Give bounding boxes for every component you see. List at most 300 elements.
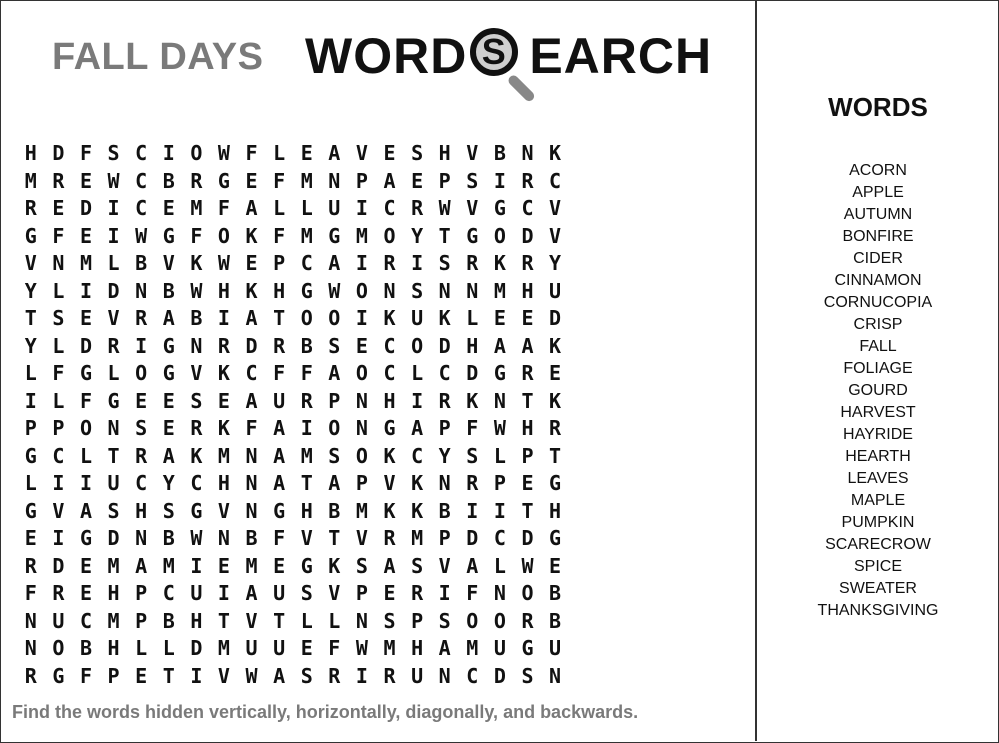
grid-cell[interactable]: D	[521, 223, 534, 248]
grid-cell[interactable]: H	[107, 581, 120, 605]
grid-cell[interactable]: R	[521, 251, 534, 275]
grid-cell[interactable]: L	[107, 361, 120, 385]
grid-cell[interactable]: E	[245, 251, 258, 275]
grid-cell[interactable]: I	[135, 333, 148, 358]
grid-cell[interactable]: U	[190, 581, 203, 605]
grid-cell[interactable]: I	[52, 471, 65, 495]
grid-cell[interactable]: L	[79, 443, 92, 468]
grid-cell[interactable]: D	[245, 333, 258, 358]
grid-cell[interactable]: N	[466, 278, 479, 303]
grid-cell[interactable]: U	[273, 388, 286, 413]
grid-cell[interactable]: H	[190, 608, 203, 633]
grid-cell[interactable]: C	[521, 196, 534, 220]
grid-cell[interactable]: A	[438, 636, 451, 660]
grid-cell[interactable]: G	[383, 416, 396, 440]
grid-cell[interactable]: R	[107, 333, 120, 358]
grid-cell[interactable]: R	[411, 196, 424, 220]
grid-cell[interactable]: L	[493, 443, 506, 468]
grid-cell[interactable]: F	[273, 223, 286, 248]
grid-cell[interactable]: B	[493, 141, 506, 165]
grid-cell[interactable]: G	[521, 636, 534, 660]
grid-cell[interactable]: N	[24, 636, 37, 660]
grid-cell[interactable]: V	[300, 526, 313, 550]
grid-cell[interactable]: H	[411, 636, 424, 660]
grid-cell[interactable]: E	[24, 526, 37, 550]
grid-cell[interactable]: E	[549, 361, 562, 385]
grid-cell[interactable]: U	[328, 196, 341, 220]
grid-cell[interactable]: A	[383, 553, 396, 578]
grid-cell[interactable]: F	[190, 223, 203, 248]
grid-cell[interactable]: O	[493, 608, 506, 633]
grid-cell[interactable]: C	[411, 443, 424, 468]
grid-cell[interactable]: P	[355, 471, 368, 495]
grid-cell[interactable]: E	[493, 306, 506, 330]
grid-cell[interactable]: U	[107, 471, 120, 495]
grid-cell[interactable]: E	[300, 141, 313, 165]
grid-cell[interactable]: F	[328, 636, 341, 660]
grid-cell[interactable]: D	[52, 553, 65, 578]
grid-cell[interactable]: S	[411, 141, 424, 165]
grid-cell[interactable]: M	[383, 636, 396, 660]
grid-cell[interactable]: A	[328, 251, 341, 275]
grid-cell[interactable]: D	[79, 333, 92, 358]
grid-cell[interactable]: C	[135, 471, 148, 495]
grid-cell[interactable]: I	[355, 196, 368, 220]
grid-cell[interactable]: A	[245, 196, 258, 220]
grid-cell[interactable]: R	[135, 306, 148, 330]
grid-cell[interactable]: M	[300, 443, 313, 468]
grid-cell[interactable]: G	[24, 498, 37, 523]
grid-cell[interactable]: E	[79, 306, 92, 330]
grid-cell[interactable]: B	[162, 168, 175, 193]
grid-cell[interactable]: N	[383, 278, 396, 303]
grid-cell[interactable]: S	[107, 141, 120, 165]
grid-cell[interactable]: H	[521, 278, 534, 303]
grid-cell[interactable]: F	[273, 526, 286, 550]
grid-cell[interactable]: V	[107, 306, 120, 330]
grid-cell[interactable]: K	[383, 443, 396, 468]
grid-cell[interactable]: K	[549, 388, 562, 413]
grid-cell[interactable]: M	[217, 443, 230, 468]
grid-cell[interactable]: I	[217, 581, 230, 605]
grid-cell[interactable]: C	[135, 168, 148, 193]
grid-cell[interactable]: W	[135, 223, 148, 248]
grid-cell[interactable]: O	[355, 443, 368, 468]
grid-cell[interactable]: E	[521, 471, 534, 495]
grid-cell[interactable]: D	[521, 526, 534, 550]
grid-cell[interactable]: O	[411, 333, 424, 358]
grid-cell[interactable]: R	[383, 663, 396, 688]
grid-cell[interactable]: P	[107, 663, 120, 688]
grid-cell[interactable]: N	[217, 526, 230, 550]
grid-cell[interactable]: N	[549, 663, 562, 688]
grid-cell[interactable]: H	[217, 471, 230, 495]
grid-cell[interactable]: P	[328, 388, 341, 413]
grid-cell[interactable]: T	[300, 471, 313, 495]
grid-cell[interactable]: G	[300, 278, 313, 303]
grid-cell[interactable]: T	[217, 608, 230, 633]
grid-cell[interactable]: E	[355, 333, 368, 358]
grid-cell[interactable]: S	[438, 608, 451, 633]
grid-cell[interactable]: O	[355, 361, 368, 385]
grid-cell[interactable]: E	[79, 581, 92, 605]
grid-cell[interactable]: U	[273, 581, 286, 605]
grid-cell[interactable]: W	[245, 663, 258, 688]
grid-cell[interactable]: H	[438, 141, 451, 165]
grid-cell[interactable]: D	[466, 526, 479, 550]
grid-cell[interactable]: K	[549, 141, 562, 165]
grid-cell[interactable]: I	[438, 581, 451, 605]
grid-cell[interactable]: M	[190, 196, 203, 220]
grid-cell[interactable]: O	[521, 581, 534, 605]
grid-cell[interactable]: I	[24, 388, 37, 413]
grid-cell[interactable]: R	[217, 333, 230, 358]
grid-cell[interactable]: P	[438, 526, 451, 550]
grid-cell[interactable]: W	[190, 278, 203, 303]
grid-cell[interactable]: M	[107, 608, 120, 633]
grid-cell[interactable]: M	[493, 278, 506, 303]
grid-cell[interactable]: S	[300, 663, 313, 688]
grid-cell[interactable]: U	[549, 278, 562, 303]
grid-cell[interactable]: G	[217, 168, 230, 193]
grid-cell[interactable]: H	[466, 333, 479, 358]
grid-cell[interactable]: H	[521, 416, 534, 440]
grid-cell[interactable]: L	[300, 608, 313, 633]
grid-cell[interactable]: C	[162, 581, 175, 605]
grid-cell[interactable]: O	[328, 306, 341, 330]
grid-cell[interactable]: W	[438, 196, 451, 220]
grid-cell[interactable]: R	[466, 251, 479, 275]
grid-cell[interactable]: F	[300, 361, 313, 385]
grid-cell[interactable]: E	[217, 553, 230, 578]
grid-cell[interactable]: W	[355, 636, 368, 660]
grid-cell[interactable]: L	[52, 388, 65, 413]
grid-cell[interactable]: H	[24, 141, 37, 165]
grid-cell[interactable]: N	[328, 168, 341, 193]
grid-cell[interactable]: F	[79, 388, 92, 413]
grid-cell[interactable]: D	[107, 278, 120, 303]
grid-cell[interactable]: N	[355, 608, 368, 633]
grid-cell[interactable]: N	[438, 471, 451, 495]
grid-cell[interactable]: L	[24, 361, 37, 385]
grid-cell[interactable]: I	[107, 223, 120, 248]
grid-cell[interactable]: S	[383, 608, 396, 633]
grid-cell[interactable]: K	[383, 306, 396, 330]
grid-cell[interactable]: T	[328, 526, 341, 550]
grid-cell[interactable]: V	[355, 141, 368, 165]
grid-cell[interactable]: W	[107, 168, 120, 193]
grid-cell[interactable]: F	[245, 141, 258, 165]
grid-cell[interactable]: M	[355, 223, 368, 248]
grid-cell[interactable]: Y	[24, 278, 37, 303]
grid-cell[interactable]: P	[273, 251, 286, 275]
grid-cell[interactable]: M	[300, 168, 313, 193]
grid-cell[interactable]: U	[411, 663, 424, 688]
grid-cell[interactable]: I	[162, 141, 175, 165]
grid-cell[interactable]: P	[355, 168, 368, 193]
grid-cell[interactable]: N	[135, 526, 148, 550]
grid-cell[interactable]: E	[521, 306, 534, 330]
grid-cell[interactable]: R	[383, 251, 396, 275]
grid-cell[interactable]: A	[328, 361, 341, 385]
grid-cell[interactable]: C	[52, 443, 65, 468]
grid-cell[interactable]: V	[190, 361, 203, 385]
grid-cell[interactable]: S	[328, 443, 341, 468]
grid-cell[interactable]: D	[438, 333, 451, 358]
grid-cell[interactable]: H	[300, 498, 313, 523]
grid-cell[interactable]: K	[383, 498, 396, 523]
grid-cell[interactable]: G	[273, 498, 286, 523]
grid-cell[interactable]: E	[135, 663, 148, 688]
grid-cell[interactable]: E	[383, 581, 396, 605]
grid-cell[interactable]: S	[411, 553, 424, 578]
grid-cell[interactable]: B	[79, 636, 92, 660]
grid-cell[interactable]: B	[549, 608, 562, 633]
grid-cell[interactable]: G	[300, 553, 313, 578]
grid-cell[interactable]: I	[107, 196, 120, 220]
grid-cell[interactable]: F	[52, 361, 65, 385]
grid-cell[interactable]: E	[549, 553, 562, 578]
grid-cell[interactable]: S	[466, 443, 479, 468]
grid-cell[interactable]: R	[273, 333, 286, 358]
grid-cell[interactable]: R	[190, 416, 203, 440]
grid-cell[interactable]: I	[52, 526, 65, 550]
grid-cell[interactable]: Y	[549, 251, 562, 275]
grid-cell[interactable]: B	[162, 608, 175, 633]
grid-cell[interactable]: P	[438, 416, 451, 440]
grid-cell[interactable]: R	[466, 471, 479, 495]
grid-cell[interactable]: R	[521, 361, 534, 385]
grid-cell[interactable]: T	[521, 388, 534, 413]
grid-cell[interactable]: L	[493, 553, 506, 578]
grid-cell[interactable]: W	[217, 141, 230, 165]
grid-cell[interactable]: A	[245, 306, 258, 330]
grid-cell[interactable]: N	[135, 278, 148, 303]
grid-cell[interactable]: O	[52, 636, 65, 660]
grid-cell[interactable]: O	[190, 141, 203, 165]
grid-cell[interactable]: D	[79, 196, 92, 220]
grid-cell[interactable]: F	[273, 361, 286, 385]
grid-cell[interactable]: T	[273, 608, 286, 633]
grid-cell[interactable]: I	[79, 471, 92, 495]
grid-cell[interactable]: G	[466, 223, 479, 248]
grid-cell[interactable]: L	[328, 608, 341, 633]
grid-cell[interactable]: V	[217, 663, 230, 688]
grid-cell[interactable]: D	[52, 141, 65, 165]
grid-cell[interactable]: F	[245, 416, 258, 440]
grid-cell[interactable]: R	[190, 168, 203, 193]
grid-cell[interactable]: K	[217, 416, 230, 440]
grid-cell[interactable]: K	[190, 251, 203, 275]
grid-cell[interactable]: O	[328, 416, 341, 440]
grid-cell[interactable]: E	[245, 168, 258, 193]
grid-cell[interactable]: G	[493, 361, 506, 385]
grid-cell[interactable]: N	[24, 608, 37, 633]
grid-cell[interactable]: L	[273, 141, 286, 165]
grid-cell[interactable]: D	[190, 636, 203, 660]
grid-cell[interactable]: D	[107, 526, 120, 550]
grid-cell[interactable]: K	[217, 361, 230, 385]
grid-cell[interactable]: I	[79, 278, 92, 303]
grid-cell[interactable]: I	[190, 663, 203, 688]
grid-cell[interactable]: A	[135, 553, 148, 578]
grid-cell[interactable]: M	[300, 223, 313, 248]
grid-cell[interactable]: V	[52, 498, 65, 523]
grid-cell[interactable]: C	[438, 361, 451, 385]
grid-cell[interactable]: R	[300, 388, 313, 413]
grid-cell[interactable]: A	[521, 333, 534, 358]
grid-cell[interactable]: E	[162, 416, 175, 440]
grid-cell[interactable]: R	[52, 168, 65, 193]
grid-cell[interactable]: R	[135, 443, 148, 468]
grid-cell[interactable]: T	[273, 306, 286, 330]
grid-cell[interactable]: D	[549, 306, 562, 330]
grid-cell[interactable]: N	[355, 416, 368, 440]
grid-cell[interactable]: L	[273, 196, 286, 220]
grid-cell[interactable]: U	[411, 306, 424, 330]
grid-cell[interactable]: G	[24, 223, 37, 248]
grid-cell[interactable]: K	[190, 443, 203, 468]
grid-cell[interactable]: I	[411, 251, 424, 275]
grid-cell[interactable]: B	[162, 526, 175, 550]
grid-cell[interactable]: A	[162, 306, 175, 330]
grid-cell[interactable]: R	[438, 388, 451, 413]
grid-cell[interactable]: O	[135, 361, 148, 385]
grid-cell[interactable]: A	[273, 471, 286, 495]
grid-cell[interactable]: F	[79, 663, 92, 688]
grid-cell[interactable]: R	[411, 581, 424, 605]
grid-cell[interactable]: G	[328, 223, 341, 248]
grid-cell[interactable]: H	[107, 636, 120, 660]
grid-cell[interactable]: F	[79, 141, 92, 165]
grid-cell[interactable]: I	[355, 251, 368, 275]
grid-cell[interactable]: C	[300, 251, 313, 275]
grid-cell[interactable]: I	[466, 498, 479, 523]
grid-cell[interactable]: M	[79, 251, 92, 275]
grid-cell[interactable]: A	[328, 471, 341, 495]
grid-cell[interactable]: V	[162, 251, 175, 275]
grid-cell[interactable]: A	[383, 168, 396, 193]
grid-cell[interactable]: I	[493, 168, 506, 193]
grid-cell[interactable]: U	[549, 636, 562, 660]
grid-cell[interactable]: A	[245, 388, 258, 413]
grid-cell[interactable]: F	[217, 196, 230, 220]
grid-cell[interactable]: O	[355, 278, 368, 303]
grid-cell[interactable]: N	[493, 388, 506, 413]
grid-cell[interactable]: V	[438, 553, 451, 578]
grid-cell[interactable]: M	[162, 553, 175, 578]
grid-cell[interactable]: C	[493, 526, 506, 550]
grid-cell[interactable]: U	[273, 636, 286, 660]
grid-cell[interactable]: M	[245, 553, 258, 578]
grid-cell[interactable]: K	[411, 471, 424, 495]
grid-cell[interactable]: L	[300, 196, 313, 220]
grid-cell[interactable]: N	[107, 416, 120, 440]
grid-cell[interactable]: S	[162, 498, 175, 523]
grid-cell[interactable]: G	[79, 361, 92, 385]
grid-cell[interactable]: M	[466, 636, 479, 660]
grid-cell[interactable]: M	[107, 553, 120, 578]
grid-cell[interactable]: G	[162, 333, 175, 358]
grid-cell[interactable]: R	[383, 526, 396, 550]
grid-cell[interactable]: C	[79, 608, 92, 633]
grid-cell[interactable]: L	[52, 333, 65, 358]
grid-cell[interactable]: A	[466, 553, 479, 578]
letter-grid[interactable]	[22, 140, 574, 690]
grid-cell[interactable]: H	[217, 278, 230, 303]
grid-cell[interactable]: P	[135, 608, 148, 633]
grid-cell[interactable]: C	[245, 361, 258, 385]
grid-cell[interactable]: W	[217, 251, 230, 275]
grid-cell[interactable]: N	[438, 663, 451, 688]
grid-cell[interactable]: A	[411, 416, 424, 440]
grid-cell[interactable]: G	[162, 223, 175, 248]
grid-cell[interactable]: I	[493, 498, 506, 523]
grid-cell[interactable]: E	[135, 388, 148, 413]
grid-cell[interactable]: L	[52, 278, 65, 303]
grid-cell[interactable]: P	[355, 581, 368, 605]
grid-cell[interactable]: F	[24, 581, 37, 605]
grid-cell[interactable]: R	[52, 581, 65, 605]
grid-cell[interactable]: V	[328, 581, 341, 605]
grid-cell[interactable]: E	[162, 196, 175, 220]
grid-cell[interactable]: V	[466, 141, 479, 165]
grid-cell[interactable]: M	[411, 526, 424, 550]
grid-cell[interactable]: S	[135, 416, 148, 440]
grid-cell[interactable]: I	[411, 388, 424, 413]
grid-cell[interactable]: E	[79, 223, 92, 248]
grid-cell[interactable]: L	[135, 636, 148, 660]
grid-cell[interactable]: S	[107, 498, 120, 523]
grid-cell[interactable]: U	[493, 636, 506, 660]
grid-cell[interactable]: W	[521, 553, 534, 578]
grid-cell[interactable]: G	[549, 526, 562, 550]
grid-cell[interactable]: V	[549, 196, 562, 220]
grid-cell[interactable]: M	[355, 498, 368, 523]
grid-cell[interactable]: O	[493, 223, 506, 248]
grid-cell[interactable]: B	[135, 251, 148, 275]
grid-cell[interactable]: G	[52, 663, 65, 688]
grid-cell[interactable]: T	[162, 663, 175, 688]
grid-cell[interactable]: L	[162, 636, 175, 660]
grid-cell[interactable]: S	[521, 663, 534, 688]
grid-cell[interactable]: V	[383, 471, 396, 495]
grid-cell[interactable]: N	[245, 443, 258, 468]
grid-cell[interactable]: B	[438, 498, 451, 523]
grid-cell[interactable]: K	[549, 333, 562, 358]
grid-cell[interactable]: T	[549, 443, 562, 468]
grid-cell[interactable]: S	[411, 278, 424, 303]
grid-cell[interactable]: S	[355, 553, 368, 578]
grid-cell[interactable]: T	[438, 223, 451, 248]
grid-cell[interactable]: U	[245, 636, 258, 660]
grid-cell[interactable]: E	[79, 553, 92, 578]
grid-cell[interactable]: T	[24, 306, 37, 330]
grid-cell[interactable]: S	[300, 581, 313, 605]
grid-cell[interactable]: K	[245, 223, 258, 248]
grid-cell[interactable]: L	[411, 361, 424, 385]
grid-cell[interactable]: V	[217, 498, 230, 523]
grid-cell[interactable]: N	[355, 388, 368, 413]
grid-cell[interactable]: W	[190, 526, 203, 550]
grid-cell[interactable]: G	[79, 526, 92, 550]
grid-cell[interactable]: H	[383, 388, 396, 413]
grid-cell[interactable]: A	[328, 141, 341, 165]
grid-cell[interactable]: Y	[438, 443, 451, 468]
grid-cell[interactable]: E	[411, 168, 424, 193]
grid-cell[interactable]: K	[411, 498, 424, 523]
grid-cell[interactable]: T	[521, 498, 534, 523]
